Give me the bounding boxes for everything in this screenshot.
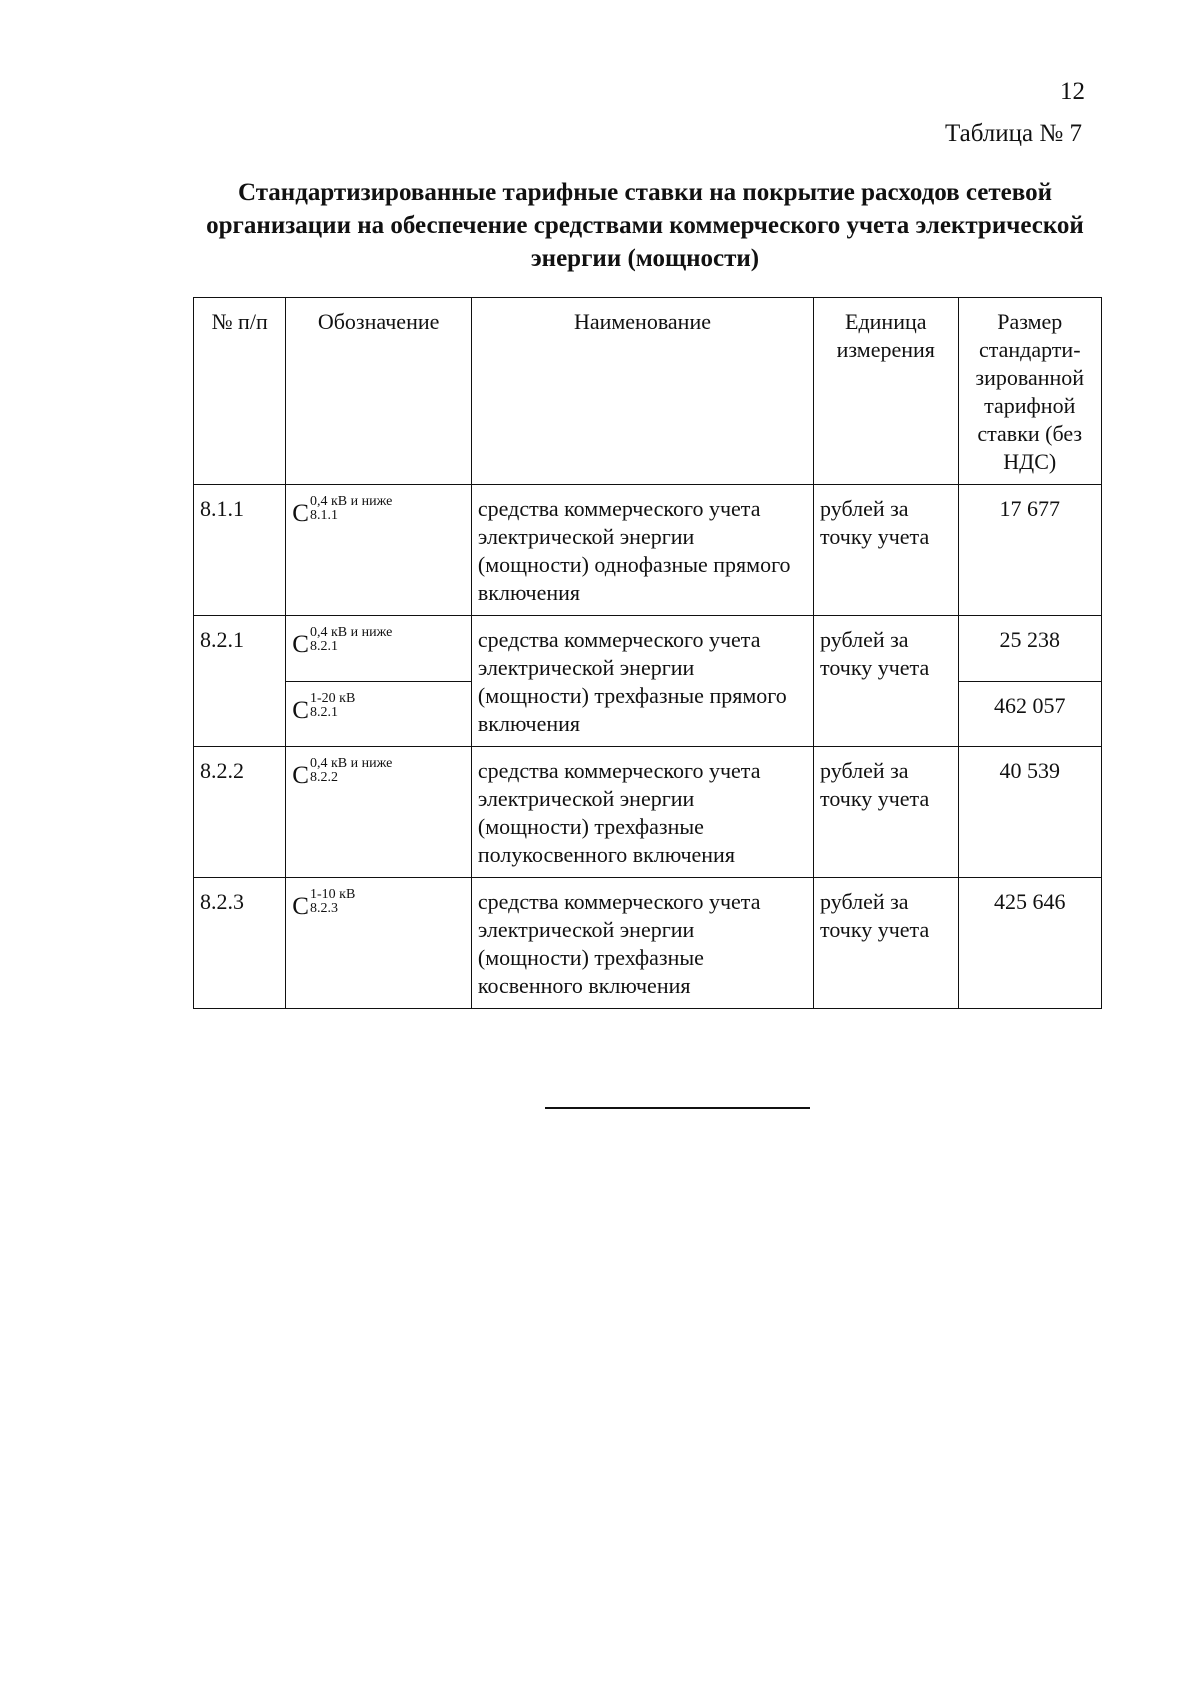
table-row xyxy=(194,878,1102,1009)
tariff-table xyxy=(193,297,1102,1009)
row-rate: 425 646 xyxy=(958,878,1102,1009)
symbol-subscript: 8.2.1 xyxy=(309,639,338,654)
table-row xyxy=(194,485,1102,616)
table-row xyxy=(194,747,1102,878)
row-name: средства коммерческого учета электрической энергии (мощности) трехфазные полукосвенного включения xyxy=(471,747,813,878)
row-num: 8.2.3 xyxy=(194,878,286,1009)
header-rate: Размер стандарти-зированной тарифной ставки (без НДС) xyxy=(958,298,1102,485)
symbol-letter: C xyxy=(292,762,309,789)
symbol-superscript: 0,4 кВ и ниже xyxy=(309,625,393,640)
row-designation xyxy=(286,616,472,682)
header-num: № п/п xyxy=(194,298,286,485)
symbol-letter: C xyxy=(292,500,309,527)
document-title: Стандартизированные тарифные ставки на покрытие расходов сетевой организации на обеспечение средствами коммерческого учета электрической энергии (мощности) xyxy=(206,179,1084,272)
symbol-superscript: 1-20 кВ xyxy=(309,690,356,706)
symbol-subscript: 8.2.2 xyxy=(309,770,338,785)
header-designation: Обозначение xyxy=(286,298,472,485)
row-name: средства коммерческого учета электрической энергии (мощности) трехфазные косвенного включения xyxy=(471,878,813,1009)
page-number: 12 xyxy=(1060,78,1085,105)
tariff-symbol xyxy=(292,757,392,791)
tariff-symbol xyxy=(292,692,355,726)
symbol-letter: C xyxy=(292,696,309,724)
header-name: Наименование xyxy=(471,298,813,485)
row-name: средства коммерческого учета электрической энергии (мощности) однофазные прямого включения xyxy=(471,485,813,616)
tariff-symbol xyxy=(292,495,392,529)
row-designation xyxy=(286,878,472,1009)
header-unit: Единица измерения xyxy=(814,298,958,485)
symbol-subscript: 8.2.1 xyxy=(309,704,338,720)
symbol-letter: C xyxy=(292,631,309,658)
row-num: 8.1.1 xyxy=(194,485,286,616)
tariff-symbol xyxy=(292,626,392,660)
row-num: 8.2.1 xyxy=(194,616,286,747)
symbol-superscript: 0,4 кВ и ниже xyxy=(309,494,393,509)
row-designation xyxy=(286,485,472,616)
row-unit: рублей за точку учета xyxy=(814,747,958,878)
row-name: средства коммерческого учета электрической энергии (мощности) трехфазные прямого включения xyxy=(471,616,813,747)
row-designation xyxy=(286,681,472,747)
table-label: Таблица № 7 xyxy=(944,120,1082,147)
symbol-superscript: 1-10 кВ xyxy=(309,887,356,902)
row-rate: 25 238 xyxy=(958,616,1102,682)
symbol-subscript: 8.2.3 xyxy=(309,901,338,916)
tariff-symbol xyxy=(292,888,355,922)
row-rate: 17 677 xyxy=(958,485,1102,616)
row-unit: рублей за точку учета xyxy=(814,878,958,1009)
end-of-document-rule xyxy=(545,1107,810,1109)
row-unit: рублей за точку учета xyxy=(814,485,958,616)
symbol-superscript: 0,4 кВ и ниже xyxy=(309,756,393,771)
symbol-letter: C xyxy=(292,893,309,920)
row-rate: 462 057 xyxy=(958,681,1102,747)
row-rate: 40 539 xyxy=(958,747,1102,878)
table-row xyxy=(194,616,1102,682)
symbol-subscript: 8.1.1 xyxy=(309,508,338,523)
table-header-row xyxy=(194,298,1102,485)
row-num: 8.2.2 xyxy=(194,747,286,878)
row-unit: рублей за точку учета xyxy=(814,616,958,747)
row-designation xyxy=(286,747,472,878)
